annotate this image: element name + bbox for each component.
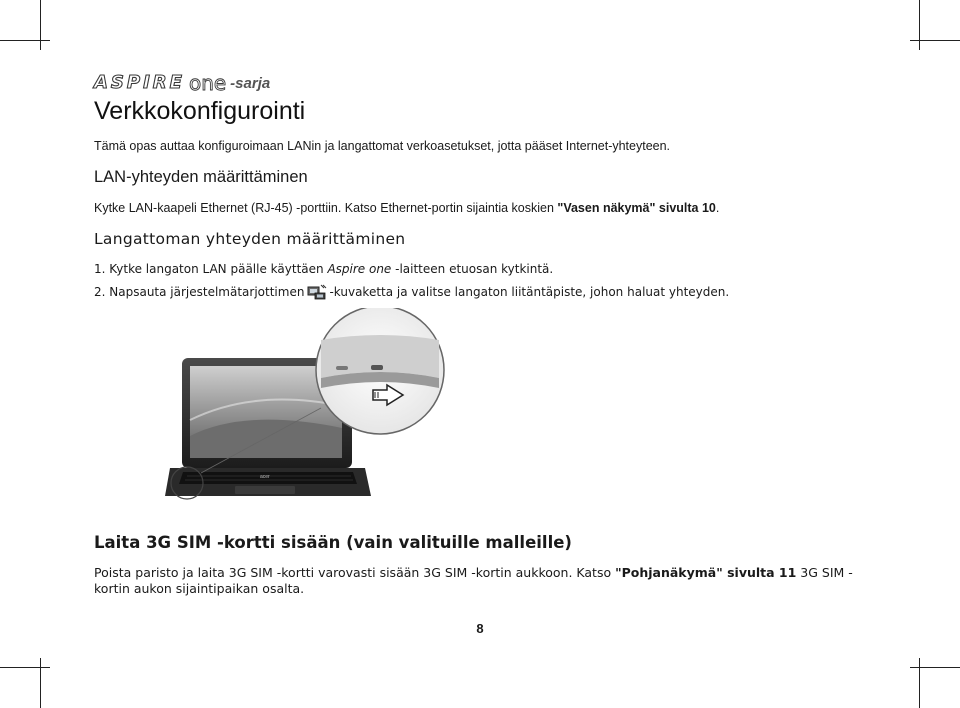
one-logo-text: one	[188, 71, 227, 95]
network-tray-icon	[307, 284, 327, 300]
crop-mark	[919, 658, 920, 708]
sim-heading: Laita 3G SIM -kortti sisään (vain valituille malleille)	[94, 533, 572, 552]
page-number: 8	[476, 621, 484, 636]
crop-mark	[910, 40, 960, 41]
crop-mark	[910, 667, 960, 668]
step1-text-end: -laitteen etuosan kytkintä.	[391, 262, 554, 276]
sim-paragraph	[94, 565, 874, 596]
step1-text: 1. Kytke langaton LAN päälle käyttäen	[94, 262, 328, 276]
sim-text: Poista paristo ja laita 3G SIM -kortti varovasti sisään 3G SIM -kortin aukkoon. Katso	[94, 565, 616, 580]
step2-text-end: -kuvaketta ja valitse langaton liitäntäpiste, johon haluat yhteyden.	[329, 285, 730, 299]
lan-reference: "Vasen näkymä" sivulta 10	[557, 201, 716, 215]
page-title: Verkkokonfigurointi	[94, 97, 306, 125]
aspire-logo-text: ASPIRE	[94, 72, 185, 93]
sim-text-end: 3G SIM -kortin aukon sijaintipaikan osalta.	[94, 565, 853, 596]
lan-heading: LAN-yhteyden määrittäminen	[94, 168, 308, 186]
magnified-switch-view	[316, 308, 444, 434]
series-suffix: -sarja	[230, 74, 271, 92]
laptop-wireless-switch-illustration	[165, 308, 465, 503]
series-logo	[94, 72, 270, 94]
keyboard-brand: acer	[260, 474, 270, 480]
wireless-heading: Langattoman yhteyden määrittäminen	[94, 230, 406, 248]
step1-product: Aspire one	[327, 262, 392, 276]
lan-paragraph	[94, 201, 719, 215]
crop-mark	[919, 0, 920, 50]
wireless-step-1	[94, 262, 553, 276]
lan-text: Kytke LAN-kaapeli Ethernet (RJ-45) -porttiin. Katso Ethernet-portin sijaintia koskien	[94, 201, 558, 215]
crop-mark	[40, 0, 41, 50]
intro-text: Tämä opas auttaa konfiguroimaan LANin ja langattomat verkoasetukset, jotta pääset Internet-yhteyteen.	[94, 139, 671, 153]
lan-text-end: .	[715, 201, 720, 215]
crop-mark	[0, 40, 50, 41]
wireless-step-2	[94, 284, 729, 300]
sim-reference: "Pohjanäkymä" sivulta 11	[615, 565, 797, 580]
crop-mark	[40, 658, 41, 708]
laptop-base	[165, 468, 371, 496]
step2-text: 2. Napsauta järjestelmätarjottimen	[94, 285, 305, 299]
crop-mark	[0, 667, 50, 668]
